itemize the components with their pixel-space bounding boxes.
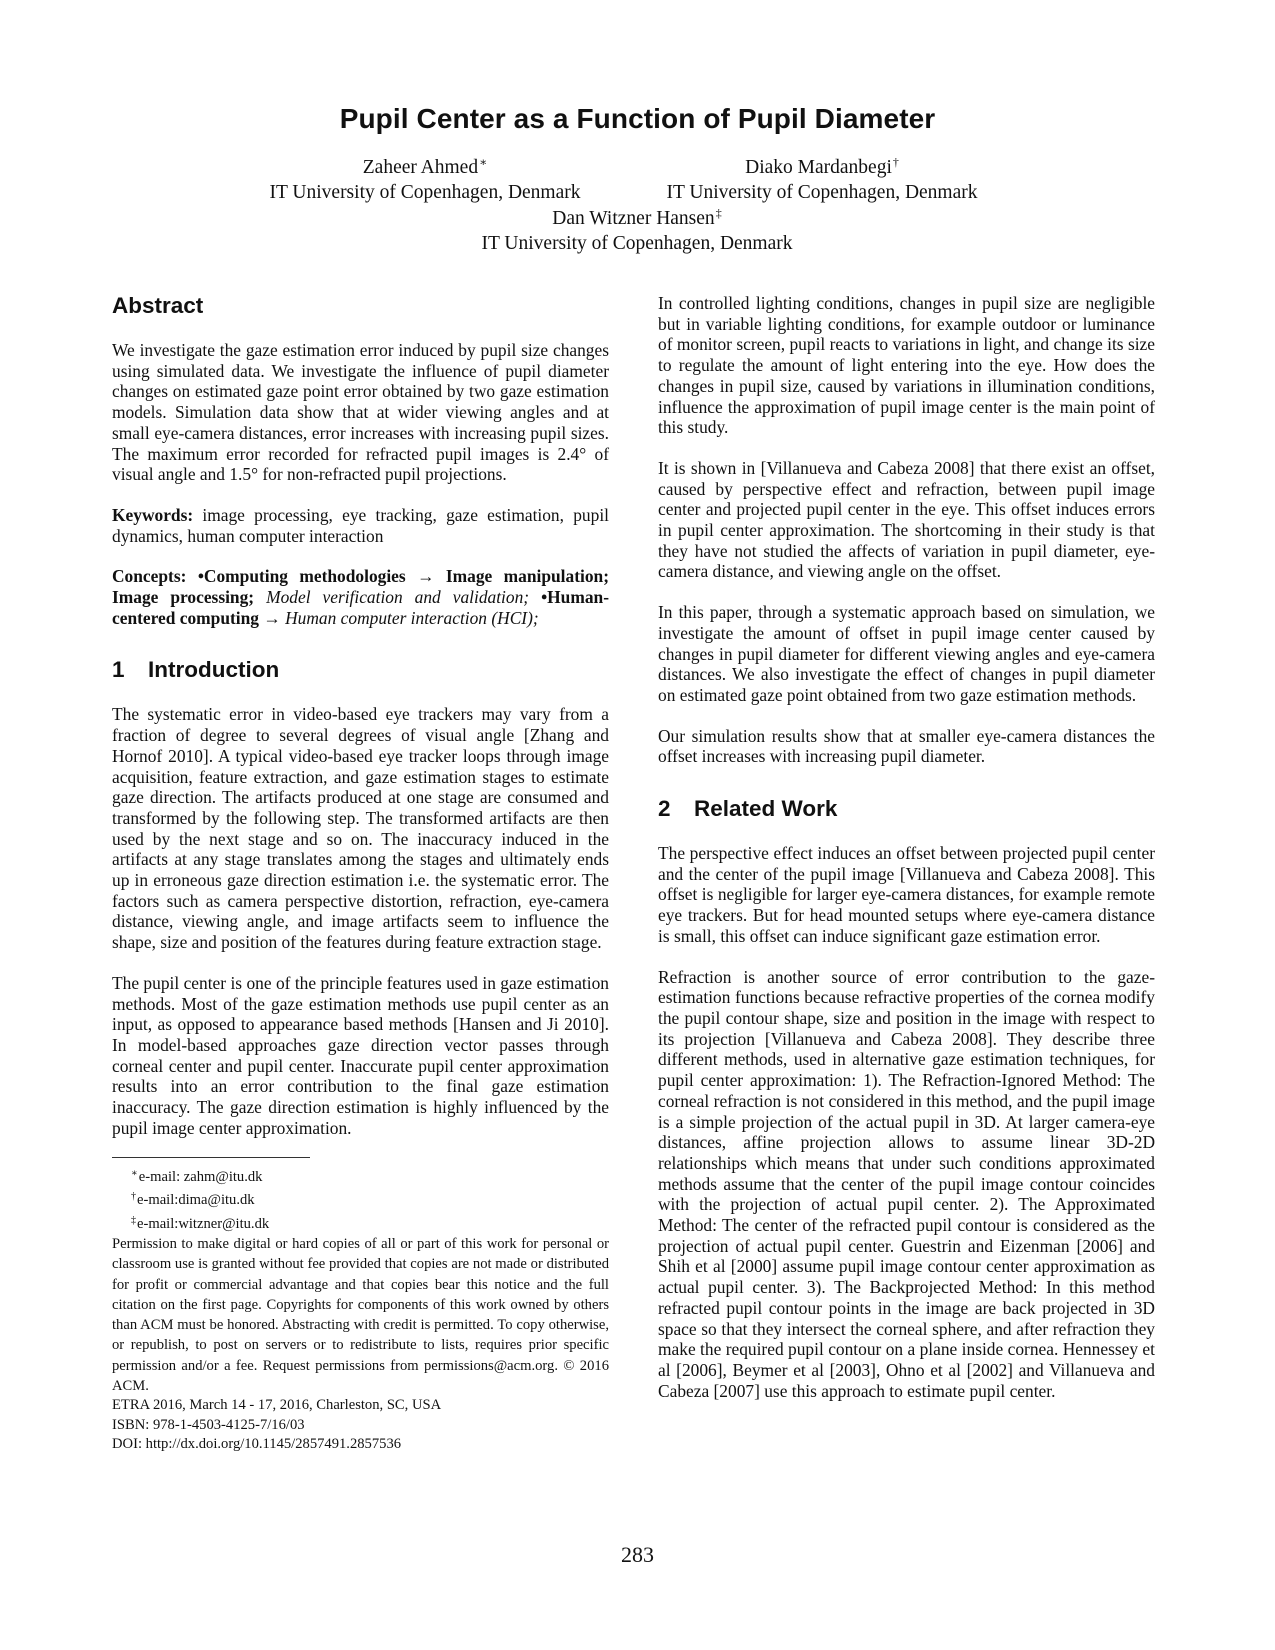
abstract-text: We investigate the gaze estimation error induced by pupil size changes using simulated data. We investigate the influence of pupil diameter changes on estimated gaze point error obtained by two gaze estimation models. Simulation data show that at wider viewing angles and at small eye-camera distances, error increases with increasing pupil sizes. The maximum error recorded for refracted pupil images is 2.4° of visual angle and 1.5° for non-refracted pupil projections.	[112, 340, 609, 485]
author-affiliation: IT University of Copenhagen, Denmark	[666, 182, 978, 203]
related-work-paragraph: The perspective effect induces an offset between projected pupil center and the center of the pupil image [Villanueva and Cabeza 2008]. This offset is negligible for larger eye-camera distances, for example remote eye trackers. But for head mounted setups where eye-camera distance is small, this offset can induce significant gaze estimation error.	[658, 843, 1155, 946]
left-column	[112, 292, 609, 1455]
paper-title: Pupil Center as a Function of Pupil Diameter	[339, 103, 936, 134]
section-title: Related Work	[694, 796, 838, 822]
isbn: ISBN: 978-1-4503-4125-7/16/03	[112, 1416, 305, 1433]
concepts-label: Concepts:	[112, 566, 187, 587]
related-work-paragraph: Refraction is another source of error contribution to the gaze-estimation functions because refractive properties of the cornea modify the pupil contour shape, size and position in the image with respect to its projection [Villanueva and Cabeza 2008]. They describe three different methods, used in alternative gaze estimation techniques, for pupil center approximation: 1). The Refraction-Ignored Method: The corneal refraction is not considered in this method, and the pupil image is a simple projection of the actual pupil in 3D. At larger camera-eye distances, affine projection allows to assume linear 3D-2D relationships which means that under such conditions approximated methods assume that the center of the pupil image contour coincides with the projection of actual pupil center. 2). The Approximated Method: The center of the refracted pupil contour is considered as the projection of actual pupil center. Guestrin and Eizenman [2006] and Shih et al [2000] assume pupil image contour center approximation as actual pupil center. 3). The Backprojected Method: In this method refracted pupil contour points in the image are back projected in 3D space so that they intersect the corneal sphere, and after refraction they make the required pupil contour on a plane inside cornea. Hennessey et al [2006], Beymer et al [2003], Ohno et al [2002] and Villanueva and Cabeza [2007] use this approach to estimate pupil center.	[658, 966, 1155, 1401]
section-heading-introduction	[112, 656, 609, 684]
intro-paragraph: In this paper, through a systematic approach based on simulation, we investigate the amount of offset in pupil image center caused by changes in pupil diameter for different viewing angles and eye-camera distances. We also investigate the effect of changes in pupil diameter on estimated gaze point obtained from two gaze estimation methods.	[658, 602, 1155, 705]
author-block-2	[652, 150, 992, 205]
author-affiliation: IT University of Copenhagen, Denmark	[481, 233, 793, 254]
concepts	[112, 566, 609, 628]
intro-paragraph: Our simulation results show that at smaller eye-camera distances the offset increases with increasing pupil diameter.	[658, 725, 1155, 767]
intro-paragraph: The systematic error in video-based eye trackers may vary from a fraction of degree to several degrees of visual angle [Zhang and Hornof 2010]. A typical video-based eye tracker loops through image acquisition, feature extraction, and gaze estimation stages to estimate gaze direction. The artifacts produced at one stage are consumed and transformed by the following step. The transformed artifacts are then used by the next stage and so on. The inaccuracy induced in the artifacts at any stage translates among the stages and ultimately ends up in erroneous gaze direction estimation i.e. the systematic error. The factors such as camera perspective distortion, refraction, eye-camera distance, viewing angle, and image artifacts seem to influence the shape, size and position of the features during feature extraction stage.	[112, 704, 609, 953]
author-block-1	[255, 150, 595, 205]
keywords-text: image processing, eye tracking, gaze estimation, pupil dynamics, human computer interaction	[112, 504, 609, 546]
conference-info: ETRA 2016, March 14 - 17, 2016, Charleston, SC, USA	[112, 1397, 442, 1414]
concepts-ccs-4: → Human computer interaction (HCI);	[263, 607, 539, 628]
doi: DOI: http://dx.doi.org/10.1145/2857491.2857536	[112, 1436, 402, 1453]
section-number: 1	[112, 657, 125, 683]
keywords-label: Keywords:	[112, 504, 194, 525]
section-heading-related-work	[658, 795, 1155, 823]
keywords	[112, 505, 609, 546]
author-block-3	[437, 201, 837, 256]
footnote-rule	[112, 1157, 310, 1158]
intro-paragraph: The pupil center is one of the principle features used in gaze estimation methods. Most of the gaze estimation methods use pupil center as an input, as opposed to appearance based methods [Hansen and Ji 2010]. In model-based approaches gaze direction vector passes through corneal center and pupil center. Inaccurate pupil center approximation results into an error contribution to the final gaze estimation inaccuracy. The gaze direction estimation is highly influenced by the pupil image center approximation.	[112, 972, 609, 1138]
footnote-email: ∗e-mail: zahm@itu.dk	[131, 1167, 263, 1185]
author-name: Zaheer Ahmed∗	[362, 155, 488, 178]
author-name: Diako Mardanbegi†	[745, 155, 899, 178]
right-column	[658, 293, 1155, 1401]
abstract-heading: Abstract	[112, 293, 204, 318]
footnotes	[112, 1164, 609, 1235]
intro-paragraph: In controlled lighting conditions, changes in pupil size are negligible but in variable lighting conditions, for example outdoor or luminance of monitor screen, pupil reacts to variations in light, and change its size to regulate the amount of light entering into the eye. How does the changes in pupil size, caused by variations in illumination conditions, influence the approximation of pupil image center is the main point of this study.	[658, 293, 1155, 438]
permission-notice: Permission to make digital or hard copies of all or part of this work for personal or classroom use is granted without fee provided that copies are not made or distributed for profit or commercial advantage and that copies bear this notice and the full citation on the first page. Copyrights for components of this work owned by others than ACM must be honored. Abstracting with credit is permitted. To copy otherwise, or republish, to post on servers or to redistribute to lists, requires prior specific permission and/or a fee. Request permissions from permissions@acm.org. © 2016 ACM.	[112, 1236, 609, 1395]
section-number: 2	[658, 796, 671, 822]
footnote-email: †e-mail:dima@itu.dk	[131, 1191, 255, 1208]
footnote-email: ‡e-mail:witzner@itu.dk	[131, 1214, 270, 1232]
author-name: Dan Witzner Hansen‡	[552, 206, 722, 229]
author-affiliation: IT University of Copenhagen, Denmark	[269, 182, 581, 203]
section-title: Introduction	[148, 657, 280, 683]
intro-paragraph: It is shown in [Villanueva and Cabeza 2008] that there exist an offset, caused by perspective effect and refraction, between pupil image center and projected pupil center in the eye. This offset induces errors in pupil center approximation. The shortcoming in their study is that they have not studied the affects of variation in pupil diameter, eye-camera distance, and viewing angle on the offset.	[658, 457, 1155, 582]
concepts-ccs-1: •Computing methodologies → Image manipulation; Image processing;	[112, 566, 609, 608]
concepts-ccs-2: Model verification and validation;	[266, 587, 530, 608]
concepts-ccs-3: •Human-centered computing	[112, 587, 609, 628]
page-number: 283	[621, 1542, 654, 1567]
